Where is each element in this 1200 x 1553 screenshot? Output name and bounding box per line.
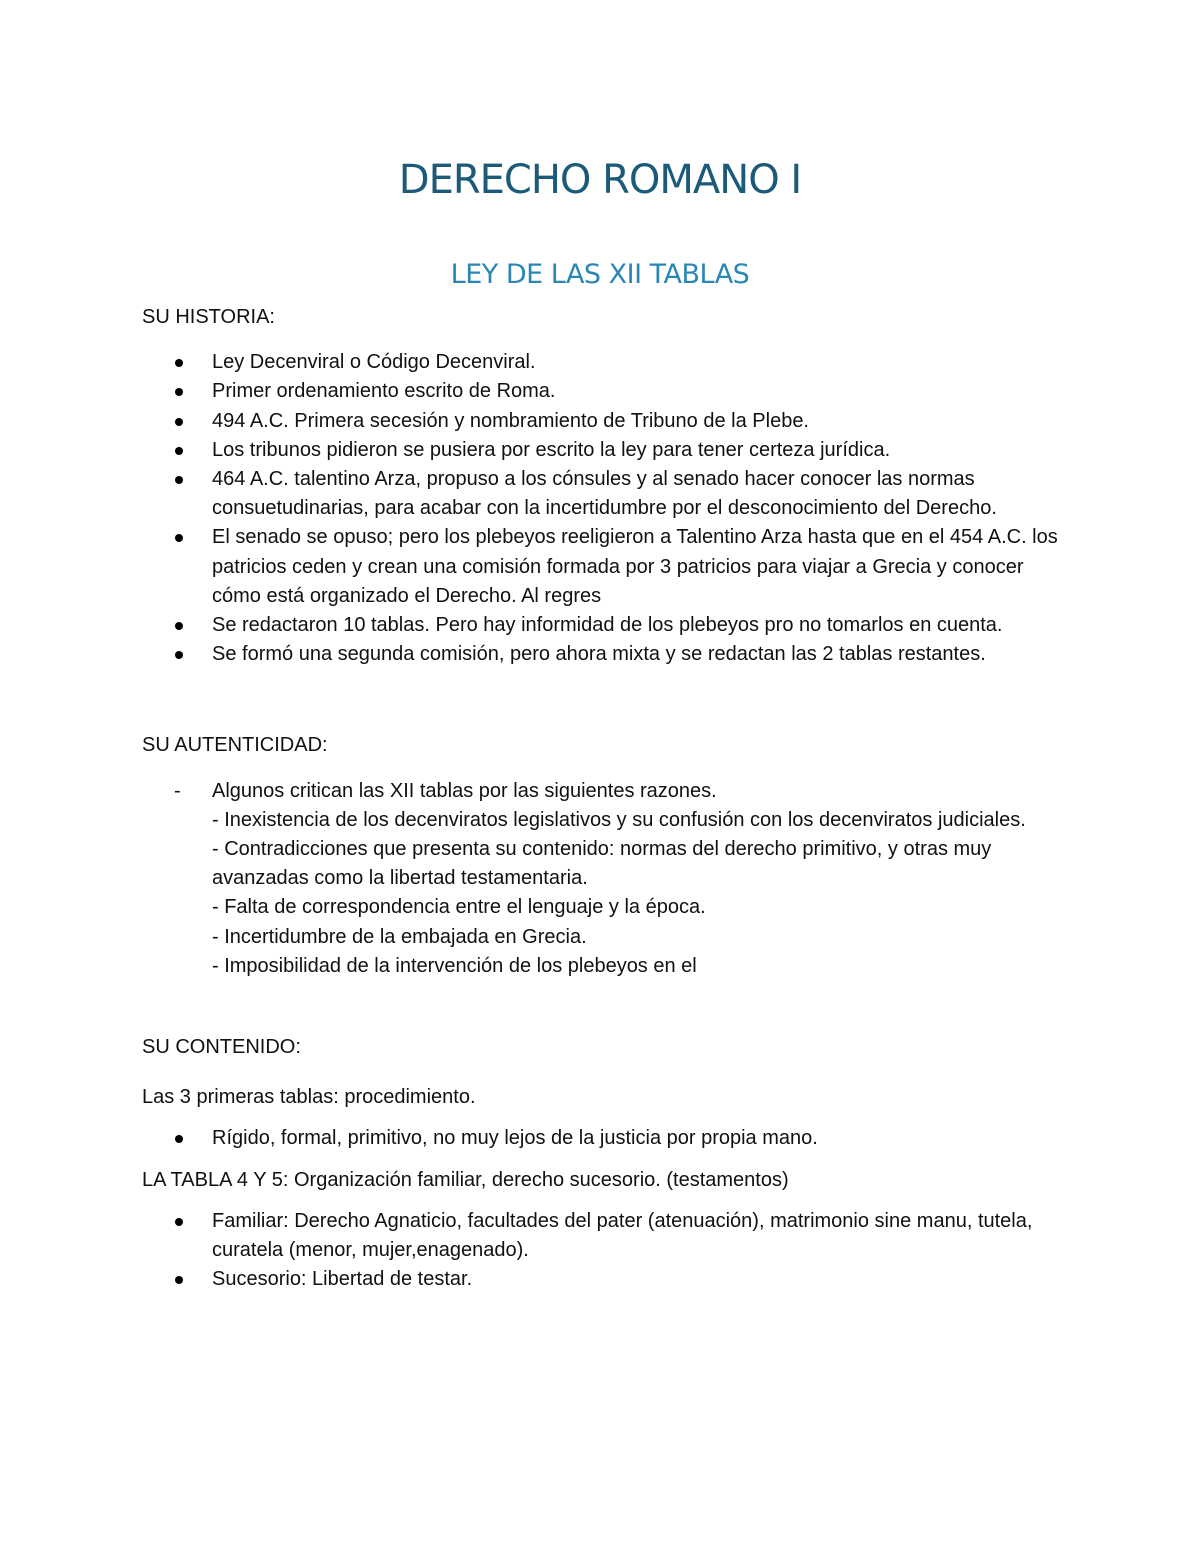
autenticidad-intro: Algunos critican las XII tablas por las siguientes razones. [212, 779, 717, 802]
autenticidad-reason: - Inexistencia de los decenviratos legislativos y su confusión con los decenviratos judiciales. [212, 808, 1026, 831]
contenido-tablas-4-5: LA TABLA 4 Y 5: Organización familiar, derecho sucesorio. (testamentos) [142, 1168, 789, 1191]
list-item [142, 777, 1072, 981]
list-item: 494 A.C. Primera secesión y nombramiento de Tribuno de la Plebe. [142, 407, 1072, 436]
list-item: 464 A.C. talentino Arza, propuso a los cónsules y al senado hacer conocer las normas consuetudinarias, para acabar con la incertidumbre por el desconocimiento del Derecho. [142, 465, 1072, 523]
autenticidad-reason: - Incertidumbre de la embajada en Grecia. [212, 925, 587, 948]
section-heading-contenido: SU CONTENIDO: [142, 1036, 301, 1059]
contenido-tablas-1-3: Las 3 primeras tablas: procedimiento. [142, 1086, 476, 1109]
section-heading-autenticidad: SU AUTENTICIDAD: [142, 734, 328, 757]
contenido-tablas-1-3-list [142, 1124, 1072, 1153]
autenticidad-reason: - Contradicciones que presenta su contenido: normas del derecho primitivo, y otras muy avanzadas como la libertad testamentaria. [212, 838, 992, 890]
autenticidad-reason: - Imposibilidad de la intervención de los plebeyos en el [212, 954, 697, 977]
list-item: Se redactaron 10 tablas. Pero hay informidad de los plebeyos pro no tomarlos en cuenta. [142, 611, 1072, 640]
section-heading-historia: SU HISTORIA: [142, 306, 275, 328]
dash-marker: - [174, 779, 181, 802]
list-item: Se formó una segunda comisión, pero ahora mixta y se redactan las 2 tablas restantes. [142, 640, 1072, 669]
list-item: Los tribunos pidieron se pusiera por escrito la ley para tener certeza jurídica. [142, 436, 1072, 465]
document-body [142, 303, 1072, 1294]
list-item: Rígido, formal, primitivo, no muy lejos de la justicia por propia mano. [142, 1124, 1072, 1153]
historia-list [142, 348, 1072, 669]
list-item: El senado se opuso; pero los plebeyos reeligieron a Talentino Arza hasta que en el 454 A.C. los patricios ceden y crean una comisión formada por 3 patricios para viajar a Grecia y conocer cómo está organizado el Derecho. Al regres [142, 523, 1072, 611]
list-item: Ley Decenviral o Código Decenviral. [142, 348, 1072, 377]
list-item: Familiar: Derecho Agnaticio, facultades del pater (atenuación), matrimonio sine manu, tutela, curatela (menor, mujer,enagenado). [142, 1207, 1072, 1265]
page-title: DERECHO ROMANO I [398, 157, 802, 203]
contenido-tablas-4-5-list [142, 1207, 1072, 1295]
list-item: Primer ordenamiento escrito de Roma. [142, 377, 1072, 406]
list-item: Sucesorio: Libertad de testar. [142, 1265, 1072, 1294]
autenticidad-reason: - Falta de correspondencia entre el lenguaje y la época. [212, 896, 706, 919]
autenticidad-list [142, 777, 1072, 981]
page-subtitle: LEY DE LAS XII TABLAS [450, 259, 750, 290]
